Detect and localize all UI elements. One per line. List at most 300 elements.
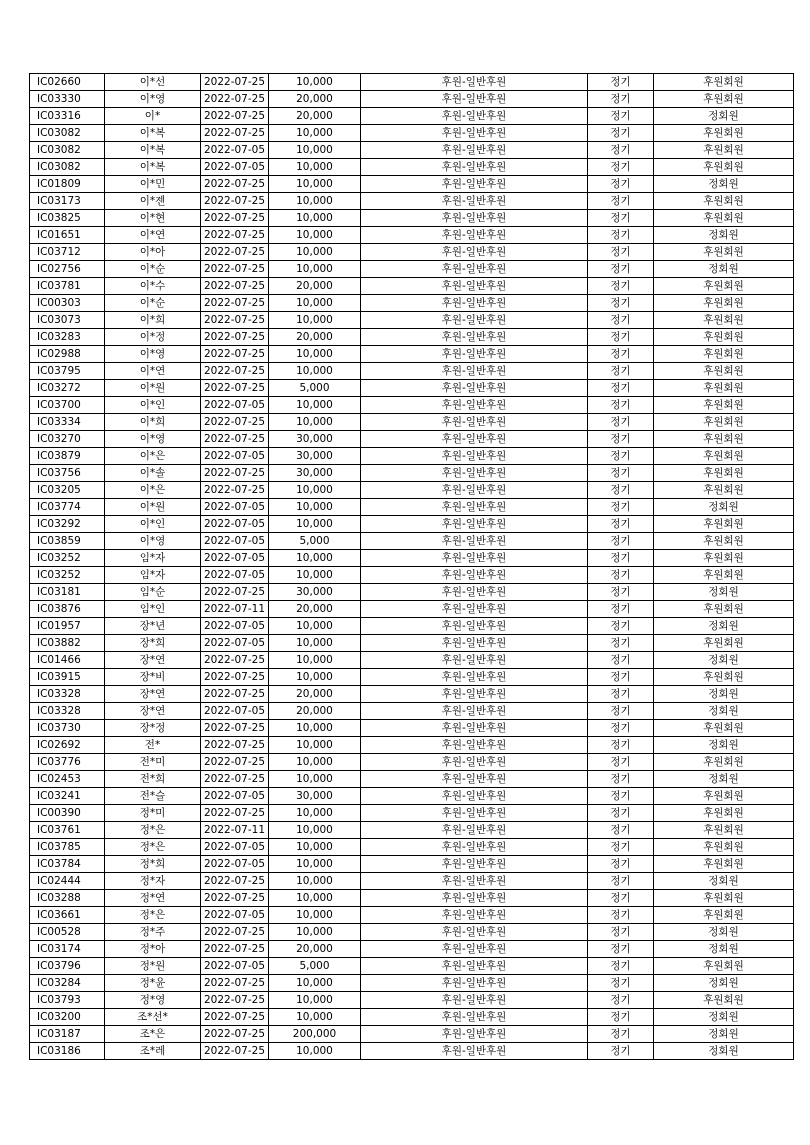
amount-cell: 10,000: [269, 142, 361, 159]
member-grade-cell: 정회원: [654, 873, 794, 890]
table-row: [30, 210, 794, 227]
amount-cell: 10,000: [269, 159, 361, 176]
member-grade-cell: 후원회원: [654, 312, 794, 329]
member-id-cell: IC03181: [30, 584, 105, 601]
date-cell: 2022-07-25: [201, 754, 269, 771]
member-grade-cell: 후원회원: [654, 601, 794, 618]
member-grade-cell: 정회원: [654, 771, 794, 788]
donor-name-cell: 이*수: [105, 278, 201, 295]
table-row: [30, 873, 794, 890]
table-row: [30, 652, 794, 669]
date-cell: 2022-07-25: [201, 414, 269, 431]
date-cell: 2022-07-25: [201, 210, 269, 227]
amount-cell: 10,000: [269, 771, 361, 788]
date-cell: 2022-07-05: [201, 618, 269, 635]
member-id-cell: IC03795: [30, 363, 105, 380]
table-row: [30, 142, 794, 159]
amount-cell: 10,000: [269, 567, 361, 584]
table-row: [30, 703, 794, 720]
donation-type-cell: 후원-일반후원: [361, 482, 588, 499]
donation-type-cell: 후원-일반후원: [361, 159, 588, 176]
amount-cell: 10,000: [269, 1043, 361, 1060]
member-id-cell: IC03796: [30, 958, 105, 975]
table-row: [30, 907, 794, 924]
date-cell: 2022-07-25: [201, 465, 269, 482]
donor-name-cell: 이*정: [105, 329, 201, 346]
member-id-cell: IC03761: [30, 822, 105, 839]
date-cell: 2022-07-25: [201, 108, 269, 125]
frequency-cell: 정기: [588, 465, 654, 482]
donor-name-cell: 이*희: [105, 414, 201, 431]
member-id-cell: IC03700: [30, 397, 105, 414]
member-grade-cell: 후원회원: [654, 125, 794, 142]
date-cell: 2022-07-11: [201, 601, 269, 618]
member-grade-cell: 후원회원: [654, 907, 794, 924]
member-grade-cell: 후원회원: [654, 431, 794, 448]
amount-cell: 10,000: [269, 363, 361, 380]
table-row: [30, 635, 794, 652]
date-cell: 2022-07-25: [201, 74, 269, 91]
member-id-cell: IC03661: [30, 907, 105, 924]
table-row: [30, 227, 794, 244]
donor-name-cell: 이*원: [105, 380, 201, 397]
frequency-cell: 정기: [588, 907, 654, 924]
member-id-cell: IC03270: [30, 431, 105, 448]
donor-name-cell: 정*자: [105, 873, 201, 890]
donation-type-cell: 후원-일반후원: [361, 720, 588, 737]
donor-name-cell: 이*민: [105, 176, 201, 193]
member-grade-cell: 정회원: [654, 941, 794, 958]
donor-name-cell: 이*현: [105, 210, 201, 227]
date-cell: 2022-07-25: [201, 669, 269, 686]
donation-type-cell: 후원-일반후원: [361, 227, 588, 244]
frequency-cell: 정기: [588, 992, 654, 1009]
amount-cell: 30,000: [269, 448, 361, 465]
table-row: [30, 805, 794, 822]
date-cell: 2022-07-05: [201, 550, 269, 567]
frequency-cell: 정기: [588, 1009, 654, 1026]
donation-type-cell: 후원-일반후원: [361, 975, 588, 992]
table-row: [30, 941, 794, 958]
date-cell: 2022-07-25: [201, 771, 269, 788]
donor-name-cell: 정*영: [105, 992, 201, 1009]
amount-cell: 10,000: [269, 312, 361, 329]
donor-name-cell: 장*희: [105, 635, 201, 652]
member-grade-cell: 후원회원: [654, 822, 794, 839]
amount-cell: 10,000: [269, 822, 361, 839]
member-grade-cell: 후원회원: [654, 74, 794, 91]
donor-name-cell: 정*연: [105, 890, 201, 907]
member-grade-cell: 후원회원: [654, 958, 794, 975]
amount-cell: 10,000: [269, 499, 361, 516]
donor-name-cell: 임*순: [105, 584, 201, 601]
member-id-cell: IC03292: [30, 516, 105, 533]
table-row: [30, 244, 794, 261]
amount-cell: 10,000: [269, 295, 361, 312]
member-grade-cell: 정회원: [654, 686, 794, 703]
table-row: [30, 193, 794, 210]
date-cell: 2022-07-05: [201, 142, 269, 159]
donation-type-cell: 후원-일반후원: [361, 686, 588, 703]
amount-cell: 10,000: [269, 839, 361, 856]
frequency-cell: 정기: [588, 873, 654, 890]
member-id-cell: IC02444: [30, 873, 105, 890]
frequency-cell: 정기: [588, 278, 654, 295]
member-grade-cell: 후원회원: [654, 397, 794, 414]
donor-name-cell: 이*복: [105, 125, 201, 142]
donation-type-cell: 후원-일반후원: [361, 567, 588, 584]
donor-name-cell: 이*인: [105, 397, 201, 414]
table-row: [30, 550, 794, 567]
donation-type-cell: 후원-일반후원: [361, 822, 588, 839]
frequency-cell: 정기: [588, 635, 654, 652]
date-cell: 2022-07-05: [201, 499, 269, 516]
table-row: [30, 1043, 794, 1060]
amount-cell: 10,000: [269, 516, 361, 533]
donor-name-cell: 이*솔: [105, 465, 201, 482]
amount-cell: 10,000: [269, 652, 361, 669]
date-cell: 2022-07-25: [201, 584, 269, 601]
table-row: [30, 822, 794, 839]
frequency-cell: 정기: [588, 720, 654, 737]
donation-type-cell: 후원-일반후원: [361, 584, 588, 601]
donor-name-cell: 조*레: [105, 1043, 201, 1060]
amount-cell: 10,000: [269, 1009, 361, 1026]
donation-type-cell: 후원-일반후원: [361, 414, 588, 431]
member-id-cell: IC03187: [30, 1026, 105, 1043]
donation-type-cell: 후원-일반후원: [361, 312, 588, 329]
donation-type-cell: 후원-일반후원: [361, 516, 588, 533]
donation-type-cell: 후원-일반후원: [361, 907, 588, 924]
member-id-cell: IC03186: [30, 1043, 105, 1060]
frequency-cell: 정기: [588, 414, 654, 431]
donor-name-cell: 이*영: [105, 346, 201, 363]
member-id-cell: IC03288: [30, 890, 105, 907]
donation-type-cell: 후원-일반후원: [361, 210, 588, 227]
donation-type-cell: 후원-일반후원: [361, 754, 588, 771]
frequency-cell: 정기: [588, 261, 654, 278]
donor-name-cell: 이*복: [105, 142, 201, 159]
frequency-cell: 정기: [588, 499, 654, 516]
amount-cell: 10,000: [269, 414, 361, 431]
donation-type-cell: 후원-일반후원: [361, 533, 588, 550]
member-grade-cell: 후원회원: [654, 278, 794, 295]
member-id-cell: IC03776: [30, 754, 105, 771]
member-grade-cell: 후원회원: [654, 363, 794, 380]
date-cell: 2022-07-25: [201, 431, 269, 448]
date-cell: 2022-07-25: [201, 805, 269, 822]
member-grade-cell: 정회원: [654, 1026, 794, 1043]
frequency-cell: 정기: [588, 856, 654, 873]
donation-type-cell: 후원-일반후원: [361, 397, 588, 414]
donation-type-cell: 후원-일반후원: [361, 788, 588, 805]
table-row: [30, 346, 794, 363]
donor-name-cell: 이*아: [105, 244, 201, 261]
donor-name-cell: 이*영: [105, 431, 201, 448]
table-row: [30, 125, 794, 142]
date-cell: 2022-07-25: [201, 873, 269, 890]
frequency-cell: 정기: [588, 516, 654, 533]
frequency-cell: 정기: [588, 1026, 654, 1043]
date-cell: 2022-07-25: [201, 652, 269, 669]
donor-name-cell: 장*년: [105, 618, 201, 635]
table-row: [30, 567, 794, 584]
date-cell: 2022-07-05: [201, 958, 269, 975]
donor-name-cell: 임*자: [105, 567, 201, 584]
table-row: [30, 924, 794, 941]
member-grade-cell: 후원회원: [654, 159, 794, 176]
member-grade-cell: 정회원: [654, 108, 794, 125]
member-grade-cell: 후원회원: [654, 669, 794, 686]
member-grade-cell: 후원회원: [654, 992, 794, 1009]
table-row: [30, 856, 794, 873]
table-row: [30, 771, 794, 788]
date-cell: 2022-07-25: [201, 125, 269, 142]
donation-type-cell: 후원-일반후원: [361, 295, 588, 312]
frequency-cell: 정기: [588, 346, 654, 363]
donor-name-cell: 이*영: [105, 533, 201, 550]
amount-cell: 20,000: [269, 703, 361, 720]
amount-cell: 30,000: [269, 584, 361, 601]
frequency-cell: 정기: [588, 788, 654, 805]
donor-name-cell: 이*젠: [105, 193, 201, 210]
donation-type-cell: 후원-일반후원: [361, 856, 588, 873]
date-cell: 2022-07-25: [201, 244, 269, 261]
member-grade-cell: 후원회원: [654, 91, 794, 108]
table-row: [30, 499, 794, 516]
member-grade-cell: 후원회원: [654, 533, 794, 550]
frequency-cell: 정기: [588, 822, 654, 839]
member-id-cell: IC03879: [30, 448, 105, 465]
frequency-cell: 정기: [588, 193, 654, 210]
donation-type-cell: 후원-일반후원: [361, 839, 588, 856]
frequency-cell: 정기: [588, 431, 654, 448]
member-id-cell: IC03793: [30, 992, 105, 1009]
date-cell: 2022-07-25: [201, 992, 269, 1009]
table-row: [30, 992, 794, 1009]
member-id-cell: IC03784: [30, 856, 105, 873]
member-id-cell: IC03774: [30, 499, 105, 516]
amount-cell: 200,000: [269, 1026, 361, 1043]
amount-cell: 10,000: [269, 737, 361, 754]
frequency-cell: 정기: [588, 703, 654, 720]
member-id-cell: IC03330: [30, 91, 105, 108]
member-grade-cell: 정회원: [654, 652, 794, 669]
amount-cell: 10,000: [269, 890, 361, 907]
amount-cell: 30,000: [269, 465, 361, 482]
table-row: [30, 363, 794, 380]
amount-cell: 20,000: [269, 686, 361, 703]
frequency-cell: 정기: [588, 550, 654, 567]
member-grade-cell: 후원회원: [654, 516, 794, 533]
date-cell: 2022-07-05: [201, 703, 269, 720]
member-id-cell: IC00303: [30, 295, 105, 312]
amount-cell: 5,000: [269, 533, 361, 550]
table-row: [30, 482, 794, 499]
member-id-cell: IC03252: [30, 550, 105, 567]
frequency-cell: 정기: [588, 771, 654, 788]
amount-cell: 20,000: [269, 278, 361, 295]
donation-type-cell: 후원-일반후원: [361, 1043, 588, 1060]
donor-name-cell: 이*은: [105, 448, 201, 465]
date-cell: 2022-07-25: [201, 312, 269, 329]
table-row: [30, 312, 794, 329]
donor-name-cell: 이*영: [105, 91, 201, 108]
member-grade-cell: 후원회원: [654, 788, 794, 805]
member-id-cell: IC03712: [30, 244, 105, 261]
frequency-cell: 정기: [588, 941, 654, 958]
amount-cell: 10,000: [269, 193, 361, 210]
date-cell: 2022-07-25: [201, 91, 269, 108]
amount-cell: 10,000: [269, 754, 361, 771]
member-grade-cell: 후원회원: [654, 414, 794, 431]
table-row: [30, 465, 794, 482]
date-cell: 2022-07-05: [201, 516, 269, 533]
table-row: [30, 686, 794, 703]
donation-type-cell: 후원-일반후원: [361, 278, 588, 295]
date-cell: 2022-07-05: [201, 907, 269, 924]
donor-name-cell: 정*희: [105, 856, 201, 873]
amount-cell: 10,000: [269, 975, 361, 992]
member-grade-cell: 정회원: [654, 737, 794, 754]
amount-cell: 5,000: [269, 380, 361, 397]
donor-name-cell: 이*연: [105, 227, 201, 244]
donation-type-cell: 후원-일반후원: [361, 873, 588, 890]
donation-type-cell: 후원-일반후원: [361, 108, 588, 125]
donation-type-cell: 후원-일반후원: [361, 261, 588, 278]
date-cell: 2022-07-25: [201, 1043, 269, 1060]
donor-name-cell: 임*자: [105, 550, 201, 567]
table-row: [30, 618, 794, 635]
member-id-cell: IC03859: [30, 533, 105, 550]
frequency-cell: 정기: [588, 295, 654, 312]
table-row: [30, 533, 794, 550]
frequency-cell: 정기: [588, 380, 654, 397]
amount-cell: 10,000: [269, 125, 361, 142]
table-row: [30, 975, 794, 992]
member-id-cell: IC01957: [30, 618, 105, 635]
donation-type-cell: 후원-일반후원: [361, 91, 588, 108]
amount-cell: 10,000: [269, 907, 361, 924]
amount-cell: 20,000: [269, 329, 361, 346]
date-cell: 2022-07-25: [201, 482, 269, 499]
date-cell: 2022-07-25: [201, 1026, 269, 1043]
amount-cell: 10,000: [269, 346, 361, 363]
table-row: [30, 176, 794, 193]
donor-name-cell: 조*은: [105, 1026, 201, 1043]
frequency-cell: 정기: [588, 448, 654, 465]
member-grade-cell: 후원회원: [654, 550, 794, 567]
frequency-cell: 정기: [588, 754, 654, 771]
date-cell: 2022-07-25: [201, 261, 269, 278]
frequency-cell: 정기: [588, 91, 654, 108]
donor-name-cell: 장*비: [105, 669, 201, 686]
date-cell: 2022-07-25: [201, 720, 269, 737]
member-grade-cell: 후원회원: [654, 839, 794, 856]
date-cell: 2022-07-05: [201, 788, 269, 805]
table-row: [30, 74, 794, 91]
amount-cell: 30,000: [269, 431, 361, 448]
member-id-cell: IC03173: [30, 193, 105, 210]
date-cell: 2022-07-05: [201, 567, 269, 584]
donor-name-cell: 전*슬: [105, 788, 201, 805]
donation-type-cell: 후원-일반후원: [361, 363, 588, 380]
member-id-cell: IC03730: [30, 720, 105, 737]
member-id-cell: IC03334: [30, 414, 105, 431]
table-row: [30, 397, 794, 414]
donation-type-cell: 후원-일반후원: [361, 244, 588, 261]
member-grade-cell: 정회원: [654, 975, 794, 992]
amount-cell: 10,000: [269, 482, 361, 499]
amount-cell: 20,000: [269, 108, 361, 125]
table-row: [30, 261, 794, 278]
member-id-cell: IC03082: [30, 142, 105, 159]
member-id-cell: IC03915: [30, 669, 105, 686]
donor-name-cell: 정*은: [105, 839, 201, 856]
frequency-cell: 정기: [588, 669, 654, 686]
frequency-cell: 정기: [588, 805, 654, 822]
member-id-cell: IC03241: [30, 788, 105, 805]
date-cell: 2022-07-25: [201, 380, 269, 397]
member-id-cell: IC01809: [30, 176, 105, 193]
table-row: [30, 839, 794, 856]
donor-name-cell: 정*주: [105, 924, 201, 941]
member-id-cell: IC03283: [30, 329, 105, 346]
donation-type-cell: 후원-일반후원: [361, 465, 588, 482]
donation-type-cell: 후원-일반후원: [361, 142, 588, 159]
table-row: [30, 720, 794, 737]
date-cell: 2022-07-05: [201, 397, 269, 414]
frequency-cell: 정기: [588, 108, 654, 125]
donation-type-cell: 후원-일반후원: [361, 924, 588, 941]
member-grade-cell: 후원회원: [654, 210, 794, 227]
date-cell: 2022-07-25: [201, 295, 269, 312]
donation-type-cell: 후원-일반후원: [361, 499, 588, 516]
donation-type-cell: 후원-일반후원: [361, 74, 588, 91]
donation-type-cell: 후원-일반후원: [361, 125, 588, 142]
amount-cell: 10,000: [269, 176, 361, 193]
donor-name-cell: 정*윤: [105, 975, 201, 992]
member-id-cell: IC03328: [30, 703, 105, 720]
amount-cell: 10,000: [269, 227, 361, 244]
frequency-cell: 정기: [588, 363, 654, 380]
donation-type-cell: 후원-일반후원: [361, 176, 588, 193]
table-row: [30, 1009, 794, 1026]
member-grade-cell: 후원회원: [654, 567, 794, 584]
date-cell: 2022-07-25: [201, 686, 269, 703]
table-row: [30, 380, 794, 397]
date-cell: 2022-07-25: [201, 890, 269, 907]
date-cell: 2022-07-25: [201, 941, 269, 958]
member-id-cell: IC03882: [30, 635, 105, 652]
member-id-cell: IC00528: [30, 924, 105, 941]
member-id-cell: IC03082: [30, 159, 105, 176]
member-grade-cell: 후원회원: [654, 295, 794, 312]
member-id-cell: IC03876: [30, 601, 105, 618]
member-id-cell: IC02660: [30, 74, 105, 91]
member-grade-cell: 정회원: [654, 176, 794, 193]
donor-name-cell: 전*미: [105, 754, 201, 771]
member-grade-cell: 정회원: [654, 261, 794, 278]
member-grade-cell: 후원회원: [654, 805, 794, 822]
frequency-cell: 정기: [588, 839, 654, 856]
donor-name-cell: 이*: [105, 108, 201, 125]
donation-type-cell: 후원-일반후원: [361, 941, 588, 958]
frequency-cell: 정기: [588, 125, 654, 142]
table-row: [30, 788, 794, 805]
donor-name-cell: 조*선*: [105, 1009, 201, 1026]
date-cell: 2022-07-05: [201, 839, 269, 856]
